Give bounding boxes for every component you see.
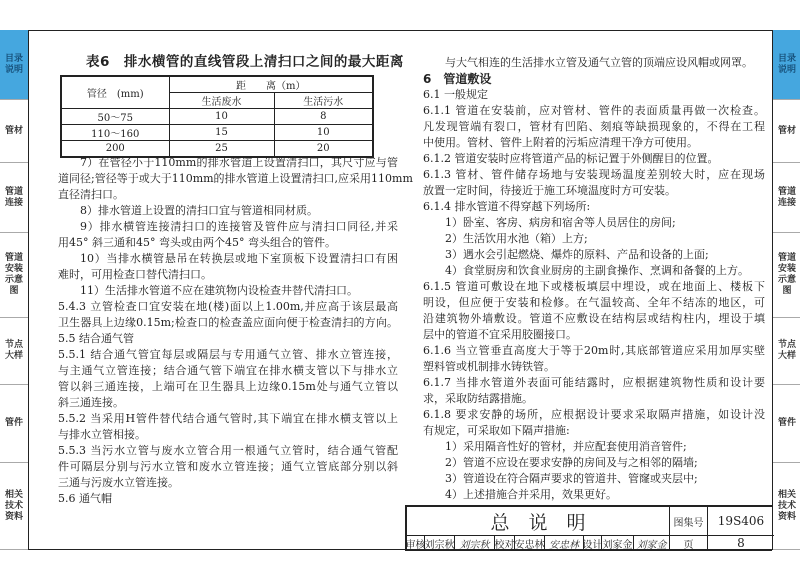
text-line: 1）采用隔音性好的管材，并应配套使用消音管件;	[445, 440, 687, 453]
text-line: 中使用。管材、管件上附着的污垢应清理干净方可使用。	[423, 136, 698, 149]
text-line: 用45° 斜三通和45° 弯头或由两个45° 弯头组合的管件。	[58, 236, 336, 249]
text-line: 卫生器具上边缘0.15m;检查口的检查盖应面向便于检查清扫的方向。	[58, 316, 398, 329]
header-sewage: 生活污水	[274, 93, 373, 109]
cell: 20	[274, 141, 373, 157]
side-tab-label: 管件	[4, 418, 23, 428]
header-waste-water: 生活废水	[169, 93, 274, 109]
side-tab-label: 节点大样	[4, 340, 23, 361]
review-label: 审核	[407, 536, 425, 550]
side-tab[interactable]	[773, 233, 800, 318]
table-row	[61, 125, 373, 141]
cell: 15	[169, 125, 274, 141]
text-line: 5.5.3 当污水立管与废水立管合用一根通气立管时，结合通气管配	[58, 444, 398, 457]
side-tab[interactable]	[0, 318, 28, 385]
text-line: 明设，但应便于安装和检修。在气温较高、全年不结冻的地区，可	[423, 296, 765, 309]
side-tab-label: 管道连接	[4, 186, 23, 208]
text-line: 5.5.1 结合通气管宜每层或隔层与专用通气立管、排水立管连接，	[58, 348, 398, 361]
side-tab[interactable]	[0, 30, 28, 100]
side-tab[interactable]	[773, 385, 800, 463]
cell: 110～160	[61, 125, 169, 141]
reviewer-signature: 刘宗秋	[455, 536, 495, 550]
side-tab[interactable]	[773, 30, 800, 100]
text-line: 6.1 一般规定	[423, 88, 488, 101]
text-line: 8）排水管道上设置的清扫口宜与管道相同材质。	[80, 204, 318, 217]
text-line: 1）卧室、客房、病房和宿舍等人员居住的房间;	[445, 216, 676, 229]
text-line: 5.4.3 立管检查口宜安装在地(楼)面以上1.00m,并应高于该层最高	[58, 300, 398, 313]
text-line: 6.1.7 当排水管道外表面可能结露时，应根据建筑物性质和设计要	[423, 376, 765, 389]
side-tab-label: 管道安装示意图	[777, 253, 796, 296]
text-line: 3）遇水会引起燃烧、爆炸的原料、产品和设备的上面;	[445, 248, 709, 261]
text-line: 6.1.2 管道安装时应将管道产品的标记置于外侧醒目的位置。	[423, 152, 719, 165]
side-tab[interactable]	[773, 318, 800, 385]
text-line: 难时，可用检查口替代清扫口。	[58, 268, 212, 281]
left-side-tabs	[0, 30, 28, 550]
atlas-number: 19S406	[708, 507, 774, 536]
header-distance: 距 离（m）	[169, 76, 373, 93]
text-line: 斜三通连接。	[58, 396, 124, 409]
header-pipe-diameter: 管径 (mm)	[61, 76, 169, 109]
side-tab-label: 管道安装示意图	[4, 253, 23, 296]
cell: 200	[61, 141, 169, 157]
text-line: 三通与污废水立管连接。	[58, 476, 179, 489]
text-line: 2）管道不应设在要求安静的房间及与之相邻的隔墙;	[445, 456, 698, 469]
text-line: 层中的管道不宜采用胶圈接口。	[423, 328, 577, 341]
text-line: 7）在管径小于110mm的排水管道上设置清扫口，其尺寸应与管	[80, 156, 398, 169]
text-line: 求，采取防结露措施。	[423, 392, 533, 405]
side-tab[interactable]	[0, 100, 28, 163]
side-tab[interactable]	[0, 163, 28, 233]
side-tab[interactable]	[773, 463, 800, 550]
side-tab-label: 管材	[777, 125, 796, 136]
text-line: 11）生活排水管道不应在建筑物内设检查井替代清扫口。	[80, 284, 358, 297]
table-title: 表6 排水横管的直线管段上清扫口之间的最大距离	[86, 54, 404, 70]
text-line: 凡发现管端有裂口，管材有凹陷、刻痕等缺损现象的，不得在工程	[423, 120, 765, 133]
cell: 10	[274, 125, 373, 141]
side-tab-label: 目录说明	[4, 53, 23, 75]
text-line: 4）上述措施合并采用，效果更好。	[445, 488, 617, 501]
drawing-title: 总 说 明	[407, 507, 670, 536]
side-tab[interactable]	[0, 385, 28, 463]
table-row	[61, 109, 373, 125]
text-line: 9）排水横管连接清扫口的连接管及管件应与清扫口同径,并采	[80, 220, 398, 233]
text-line: 6.1.8 要求安静的场所，应根据设计要求采取隔声措施，如设计没	[423, 408, 765, 421]
text-line: 与大气相连的生活排水立管及通气立管的顶端应设风帽或网罩。	[445, 56, 753, 69]
text-line: 6.1.4 排水管道不得穿越下列场所:	[423, 200, 591, 213]
right-side-tabs	[772, 30, 800, 550]
text-line: 3）管道设在符合隔声要求的管道井、管窿或夹层中;	[445, 472, 698, 485]
text-line: 塑料管或机制排水铸铁管。	[423, 360, 555, 373]
side-tab[interactable]	[773, 163, 800, 233]
designer-name: 刘家金	[602, 536, 634, 550]
side-tab-label: 管道连接	[777, 186, 796, 208]
text-line: 5.5.2 当采用H管件替代结合通气管时,其下端宜在排水横支管以上	[58, 412, 398, 425]
side-tab[interactable]	[773, 100, 800, 163]
text-line: 直径清扫口。	[58, 188, 124, 201]
side-tab-label: 相关技术资料	[4, 489, 23, 522]
text-line: 4）食堂厨房和饮食业厨房的主副食操作、烹调和备餐的上方。	[445, 264, 749, 277]
cell: 25	[169, 141, 274, 157]
text-line: 6.1.5 管道可敷设在地下或楼板填层中埋设，或在地面上、楼板下	[423, 280, 765, 293]
text-line: 与主通气立管连接；结合通气管下端宜在排水横支管以下与排水立	[58, 364, 398, 377]
text-line: 5.5 结合通气管	[58, 332, 134, 345]
side-tab-label: 目录说明	[777, 53, 796, 75]
checker-signature: 安忠林	[545, 536, 584, 550]
text-line: 管以斜三通连接，上端可在卫生器具上边缘0.15m处与通气立管以	[58, 380, 398, 393]
design-label: 设计	[584, 536, 602, 550]
side-tab-label: 管材	[4, 125, 23, 136]
page-label: 页	[670, 536, 708, 550]
check-label: 校对	[495, 536, 515, 550]
page-number: 8	[737, 536, 745, 550]
text-line: 件可隔层分别与污水立管和废水立管连接；通气立管底部分别以斜	[58, 460, 398, 473]
text-line: 放置一定时间，待接近于施工环境温度时方可安装。	[423, 184, 676, 197]
text-line: 6.1.3 管材、管件储存场地与安装现场温度差别较大时，应在现场	[423, 168, 765, 181]
text-line: 2）生活饮用水池（箱）上方;	[445, 232, 588, 245]
side-tab-label: 管件	[777, 418, 796, 428]
cell: 8	[274, 109, 373, 125]
text-line: 6.1.1 管道在安装前，应对管材、管件的表面质量再做一次检查。	[423, 104, 765, 117]
side-tab[interactable]	[0, 463, 28, 550]
atlas-label: 图集号	[670, 507, 708, 536]
checker-name: 安忠林	[515, 536, 545, 550]
text-line: 与排水立管相接。	[58, 428, 146, 441]
designer-signature: 刘家金	[634, 536, 670, 550]
text-line: 6.1.6 当立管垂直高度大于等于20m时,其底部管道应采用加厚实壁	[423, 344, 765, 357]
title-block	[405, 505, 772, 551]
reviewer-name: 刘宗秋	[425, 536, 455, 550]
text-line: 有规定，可采取如下隔声措施:	[423, 424, 570, 437]
cleanout-distance-table	[60, 75, 374, 158]
text-line: 10）当排水横管悬吊在转换层或地下室顶板下设置清扫口有困	[80, 252, 398, 265]
text-line: 6 管道敷设	[423, 72, 492, 86]
side-tab[interactable]	[0, 233, 28, 318]
text-line: 道同径;管径等于或大于110mm的排水管道上设置清扫口,应采用110mm	[58, 172, 413, 185]
text-line: 沿建筑物外墙敷设。管道不应敷设在结构层或结构柱内，埋设于填	[423, 312, 765, 325]
text-line: 5.6 通气帽	[58, 492, 112, 505]
cell: 50～75	[61, 109, 169, 125]
side-tab-label: 节点大样	[777, 340, 796, 361]
cell: 10	[169, 109, 274, 125]
side-tab-label: 相关技术资料	[777, 489, 796, 522]
